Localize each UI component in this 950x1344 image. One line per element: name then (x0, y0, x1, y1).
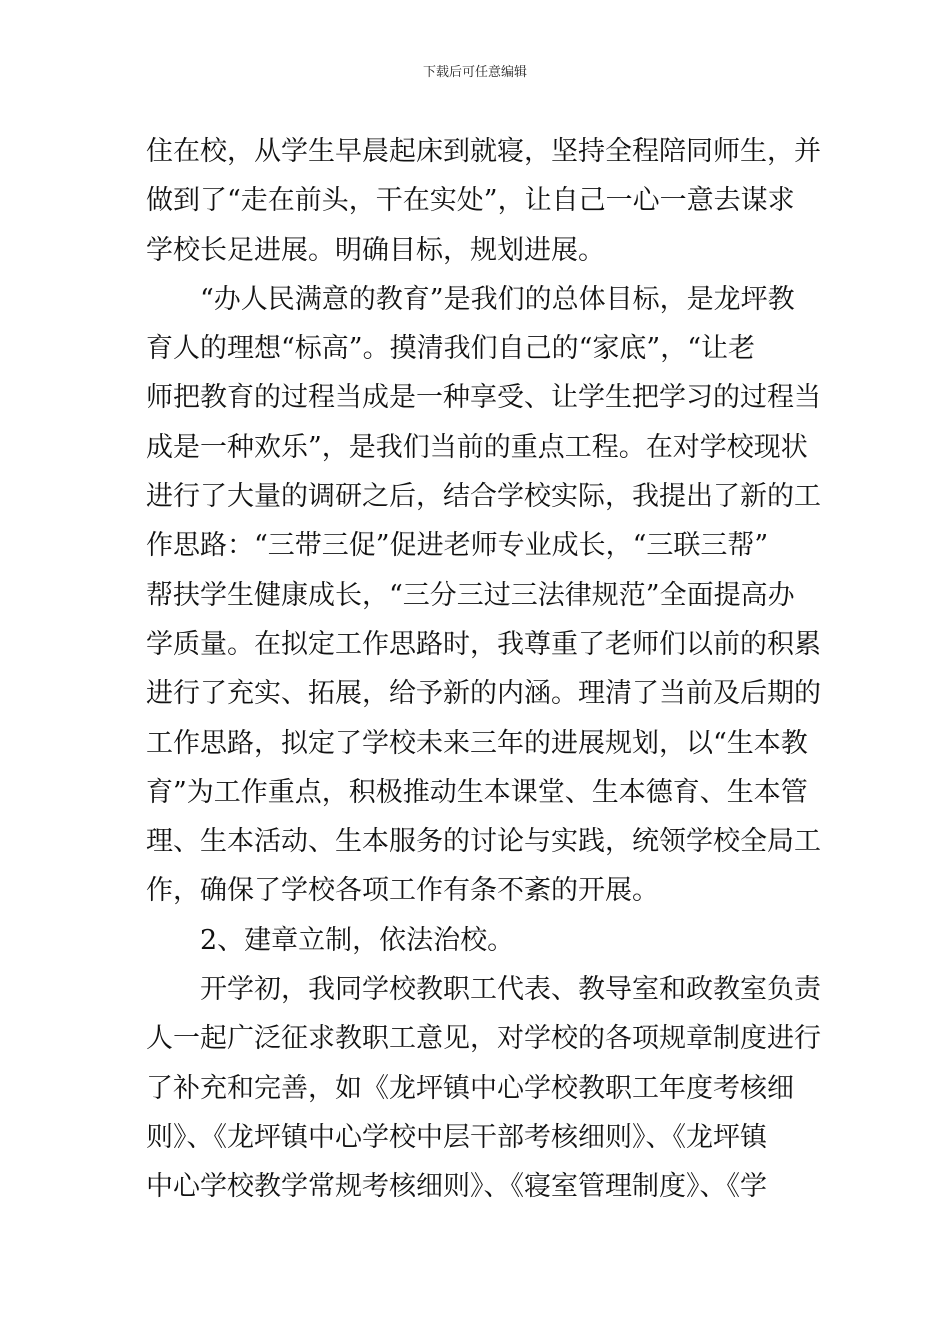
document-body (146, 127, 821, 1212)
text-line: 作，确保了学校各项工作有条不紊的开展。 (146, 875, 659, 907)
text-line: 育人的理想“标高”。摸清我们自己的“家底”，“让老 (146, 333, 756, 365)
text-line: 了补充和完善，如《龙坪镇中心学校教职工年度考核细 (146, 1072, 794, 1104)
paragraph-start-line: 开学初，我同学校教职工代表、教导室和政教室负责 (200, 974, 821, 1006)
text-line: 则》、《龙坪镇中心学校中层干部考核细则》、《龙坪镇 (146, 1121, 767, 1153)
text-line: 师把教育的过程当成是一种享受、让学生把学习的过程当 (146, 382, 821, 414)
text-line: 进行了大量的调研之后，结合学校实际，我提出了新的工 (146, 481, 821, 513)
text-line: 理、生本活动、生本服务的讨论与实践，统领学校全局工 (146, 826, 821, 858)
section-heading: 2、建章立制，依法治校。 (200, 924, 515, 956)
text-line: 工作思路，拟定了学校未来三年的进展规划，以“生本教 (146, 727, 808, 759)
text-line: 进行了充实、拓展，给予新的内涵。理清了当前及后期的 (146, 678, 821, 710)
text-line: 学校长足进展。明确目标，规划进展。 (146, 234, 605, 266)
text-line: 帮扶学生健康成长，“三分三过三法律规范”全面提高办 (146, 579, 795, 611)
text-line: 做到了“走在前头，干在实处”，让自己一心一意去谋求 (146, 185, 795, 217)
text-line: 学质量。在拟定工作思路时，我尊重了老师们以前的积累 (146, 628, 821, 660)
text-line: 育”为工作重点，积极推动生本课堂、生本德育、生本管 (146, 776, 808, 808)
page-header-note: 下载后可任意编辑 (422, 65, 527, 80)
text-line: 中心学校教学常规考核细则》、《寝室管理制度》、《学 (146, 1171, 767, 1203)
text-line: 作思路：“三带三促”促进老师专业成长，“三联三帮” (146, 530, 769, 562)
text-line: 住在校，从学生早晨起床到就寝，坚持全程陪同师生，并 (146, 136, 821, 167)
paragraph-start-line: “办人民满意的教育”是我们的总体目标，是龙坪教 (200, 283, 795, 315)
text-line: 成是一种欢乐”，是我们当前的重点工程。在对学校现状 (146, 431, 808, 463)
text-line: 人一起广泛征求教职工意见，对学校的各项规章制度进行 (146, 1023, 821, 1055)
